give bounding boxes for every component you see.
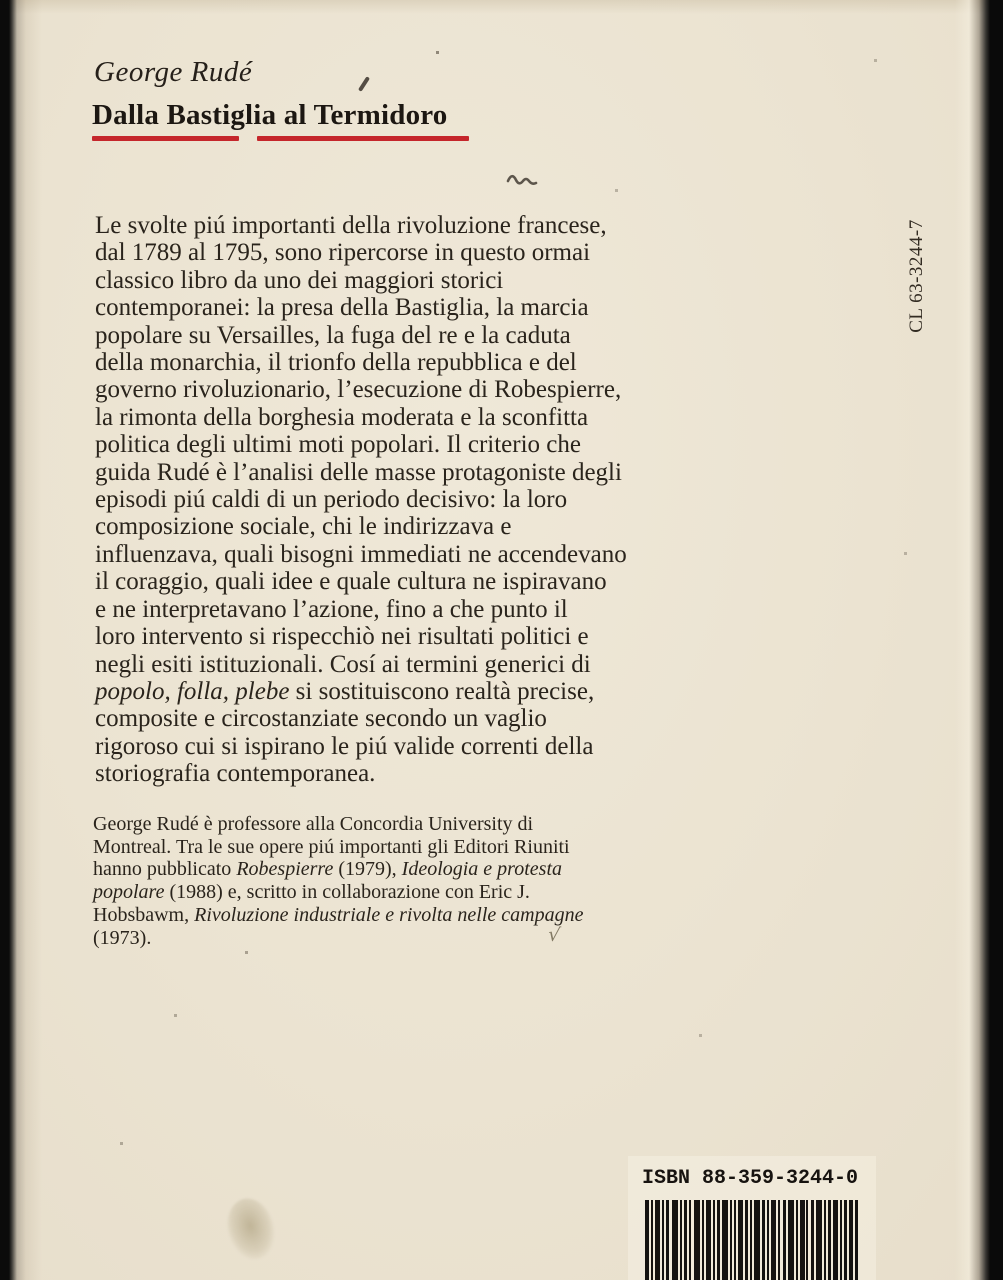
book-title: Dalla Bastiglia al Termidoro bbox=[92, 99, 448, 131]
check-mark: √ bbox=[546, 923, 562, 947]
scan-edge-left bbox=[0, 0, 42, 1280]
scan-edge-right bbox=[955, 0, 1003, 1280]
title-underline-right bbox=[257, 136, 469, 141]
blurb-text: Le svolte piú importanti della rivoluzione francese, dal 1789 al 1795, sono ripercorse in questo ormai classico libro da uno dei maggiori storici contemporanei: la presa della Bastiglia, la marcia popolare su Versailles, la fuga del re e la caduta della monarchia, il trionfo della repubblica e del governo rivoluzionario, l’esecuzione di Robespierre, la rimonta della borghesia moderata e la sconfitta politica degli ultimi moti popolari. Il criterio che guida Rudé è l’analisi delle masse protagoniste degli episodi piú caldi di un periodo decisivo: la loro composizione sociale, chi le indirizzava e influenzava, quali bisogni immediati ne accendevano il coraggio, quali idee e quale cultura ne ispiravano e ne interpretavano l’azione, fino a che punto il loro intervento si rispecchiò nei risultati politici e negli esiti istituzionali. Cosí ai termini generici di popolo, folla, plebe si sostituiscono realtà precise, composite e circostanziate secondo un vaglio rigoroso cui si ispirano le piú valide correnti della storiografia contemporanea. bbox=[95, 212, 627, 788]
title-underline-left bbox=[92, 136, 239, 141]
scan-shadow-top bbox=[0, 0, 1003, 14]
isbn-number: ISBN 88-359-3244-0 bbox=[642, 1167, 859, 1190]
series-code: CL 63-3244-7 bbox=[906, 219, 927, 333]
squiggle-mark bbox=[506, 172, 538, 188]
author-bio-text: George Rudé è professore alla Concordia University di Montreal. Tra le sue opere piú importanti gli Editori Riuniti hanno pubblicato Robespierre (1979), Ideologia e protesta popolare (1988) e, scritto in collaborazione con Eric J. Hobsbawm, Rivoluzione industriale e rivolta nelle campagne (1973). bbox=[93, 813, 584, 949]
barcode bbox=[645, 1200, 858, 1280]
dust-specks bbox=[0, 0, 1, 1]
smudge-stain bbox=[221, 1193, 281, 1265]
pen-mark bbox=[358, 76, 370, 92]
author-name: George Rudé bbox=[94, 56, 253, 88]
